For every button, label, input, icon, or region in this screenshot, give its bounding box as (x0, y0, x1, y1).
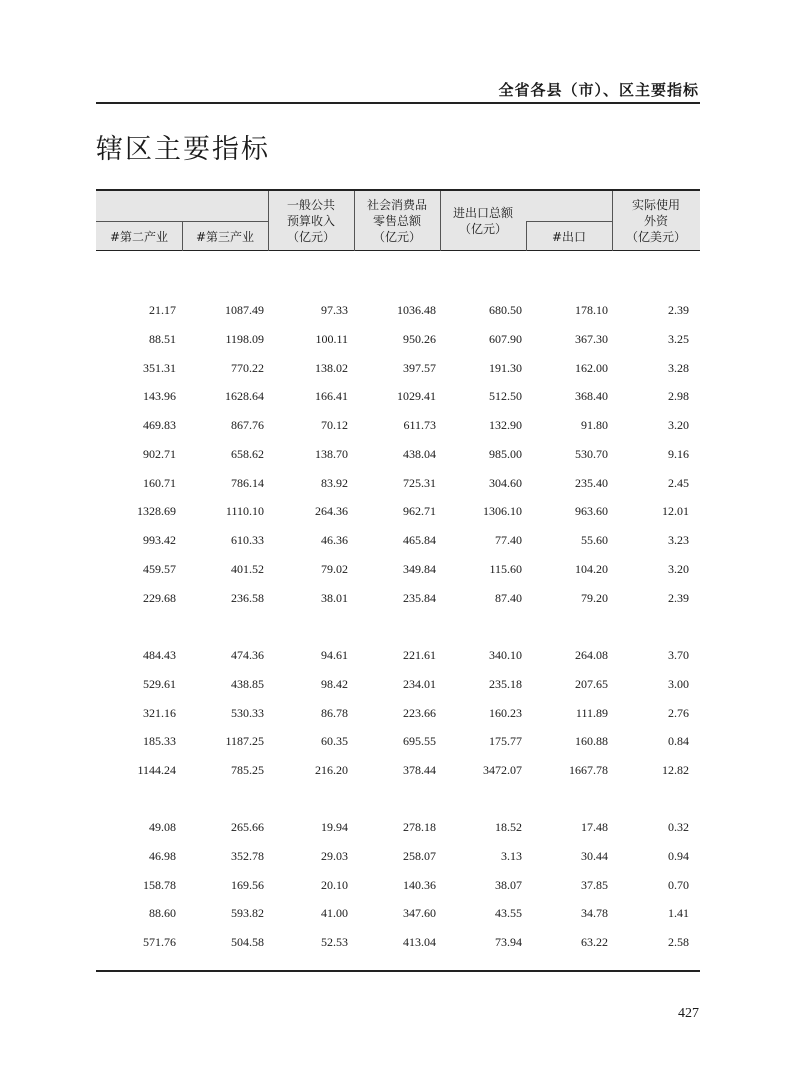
table-cell: 1198.09 (225, 331, 264, 346)
table-cell: 1187.25 (225, 734, 264, 749)
table-cell: 962.71 (403, 504, 436, 519)
table-cell: 79.20 (581, 590, 608, 605)
table-cell: 221.61 (403, 648, 436, 662)
table-cell: 236.58 (231, 590, 264, 605)
table-cell: 166.41 (315, 389, 348, 404)
table-cell: 1.41 (668, 906, 689, 921)
table-row (96, 559, 700, 579)
table-cell: 38.01 (321, 590, 348, 605)
table-row (96, 703, 700, 723)
table-cell: 60.35 (321, 734, 348, 749)
table-row (96, 932, 700, 952)
table-cell: 175.77 (489, 734, 522, 749)
table-row (96, 903, 700, 923)
header-fdi-line2: 外资 (643, 214, 668, 228)
table-cell: 77.40 (495, 533, 522, 547)
table-cell: 3472.07 (483, 763, 522, 777)
table-cell: 459.57 (143, 561, 176, 576)
table-cell: 97.33 (321, 303, 348, 317)
table-row (96, 530, 700, 550)
table-cell: 474.36 (231, 648, 264, 662)
table-cell: 87.40 (495, 590, 522, 605)
table-cell: 258.07 (403, 848, 436, 863)
table-cell: 993.42 (143, 533, 176, 547)
table-cell: 88.60 (149, 906, 176, 921)
table-cell: 902.71 (143, 446, 176, 461)
table-cell: 340.10 (489, 648, 522, 662)
table-cell: 191.30 (489, 360, 522, 375)
table-cell: 3.23 (668, 533, 689, 547)
table-cell: 138.70 (315, 446, 348, 461)
table-cell: 160.71 (143, 475, 176, 490)
table-cell: 785.25 (231, 763, 264, 777)
table-cell: 378.44 (403, 763, 436, 777)
table-cell: 397.57 (403, 360, 436, 375)
header-import-export-line1: 进出口总额 (452, 206, 513, 220)
table-cell: 658.62 (231, 446, 264, 461)
table-cell: 104.20 (575, 561, 608, 576)
table-cell: 695.55 (403, 734, 436, 749)
table-cell: 70.12 (321, 418, 348, 432)
table-cell: 593.82 (231, 906, 264, 921)
table-cell: 867.76 (231, 418, 264, 432)
table-cell: 680.50 (489, 303, 522, 317)
table-cell: 368.40 (575, 389, 608, 404)
page-title: 辖区主要指标 (96, 134, 270, 165)
table-cell: 264.36 (315, 504, 348, 519)
table-cell: 86.78 (321, 705, 348, 720)
table-cell: 352.78 (231, 848, 264, 863)
table-cell: 178.10 (575, 303, 608, 317)
table-cell: 3.28 (668, 360, 689, 375)
table-row (96, 875, 700, 895)
table-cell: 73.94 (495, 935, 522, 949)
table-cell: 607.90 (489, 331, 522, 346)
table-cell: 278.18 (403, 820, 436, 834)
table-cell: 2.39 (668, 303, 689, 317)
table-row (96, 674, 700, 694)
table-cell: 265.66 (231, 820, 264, 834)
table-cell: 950.26 (403, 331, 436, 346)
header-import-export (440, 191, 526, 251)
table-cell: 1667.78 (569, 763, 608, 777)
table-cell: 963.60 (575, 504, 608, 519)
table-cell: 100.11 (315, 331, 348, 346)
table-cell: 98.42 (321, 676, 348, 691)
table-cell: 223.66 (403, 705, 436, 720)
page-number: 427 (678, 1006, 699, 1021)
header-secondary-industry: #第二产业 (109, 229, 169, 244)
table-cell: 2.39 (668, 590, 689, 605)
table-cell: 234.01 (403, 676, 436, 691)
table-cell: 3.20 (668, 561, 689, 576)
table-row (96, 501, 700, 521)
table-cell: 19.94 (321, 820, 348, 834)
table-row (96, 300, 700, 320)
table-cell: 21.17 (149, 303, 176, 317)
table-cell: 1087.49 (225, 303, 264, 317)
table-row (96, 588, 700, 608)
table-cell: 3.20 (668, 418, 689, 432)
table-row (96, 731, 700, 751)
table-cell: 160.88 (575, 734, 608, 749)
table-cell: 37.85 (581, 877, 608, 892)
table-cell: 216.20 (315, 763, 348, 777)
table-row (96, 817, 700, 837)
table-cell: 3.13 (501, 848, 522, 863)
table-cell: 143.96 (143, 389, 176, 404)
table-cell: 91.80 (581, 418, 608, 432)
table-cell: 469.83 (143, 418, 176, 432)
table-cell: 0.32 (668, 820, 689, 834)
table-cell: 185.33 (143, 734, 176, 749)
header-fdi-unit: （亿美元） (625, 230, 686, 244)
table-cell: 9.16 (668, 446, 689, 461)
table-cell: 401.52 (231, 561, 264, 576)
header-fdi-line1: 实际使用 (631, 198, 680, 212)
table-cell: 169.56 (231, 877, 264, 892)
header-retail-sales-line1: 社会消费品 (366, 198, 427, 212)
table-cell: 1036.48 (397, 303, 436, 317)
table-cell: 2.76 (668, 705, 689, 720)
table-cell: 2.45 (668, 475, 689, 490)
table-cell: 162.00 (575, 360, 608, 375)
table-cell: 46.36 (321, 533, 348, 547)
table-cell: 321.16 (143, 705, 176, 720)
table-cell: 17.48 (581, 820, 608, 834)
table-cell: 1628.64 (225, 389, 264, 404)
table-cell: 484.43 (143, 648, 176, 662)
table-cell: 43.55 (495, 906, 522, 921)
header-retail-sales-line2: 零售总额 (372, 214, 421, 228)
table-cell: 20.10 (321, 877, 348, 892)
table-cell: 351.31 (143, 360, 176, 375)
header-public-budget-line1: 一般公共 (286, 198, 335, 212)
table-header (96, 189, 700, 251)
table-cell: 52.53 (321, 935, 348, 949)
table-cell: 46.98 (149, 848, 176, 863)
table-cell: 3.25 (668, 331, 689, 346)
header-public-budget-unit: （亿元） (286, 230, 335, 244)
table-cell: 235.18 (489, 676, 522, 691)
table-cell: 2.58 (668, 935, 689, 949)
table-cell: 438.85 (231, 676, 264, 691)
table-cell: 132.90 (489, 418, 522, 432)
table-cell: 94.61 (321, 648, 348, 662)
table-cell: 1144.24 (137, 763, 176, 777)
table-cell: 347.60 (403, 906, 436, 921)
table-cell: 38.07 (495, 877, 522, 892)
header-import-export-unit: （亿元） (458, 222, 507, 236)
table-cell: 1328.69 (137, 504, 176, 519)
table-cell: 264.08 (575, 648, 608, 662)
table-cell: 611.73 (403, 418, 436, 432)
table-cell: 0.94 (668, 848, 689, 863)
table-cell: 504.58 (231, 935, 264, 949)
header-export: #出口 (551, 229, 587, 244)
table-cell: 349.84 (403, 561, 436, 576)
table-bottom-rule (96, 970, 700, 972)
table-cell: 30.44 (581, 848, 608, 863)
table-cell: 160.23 (489, 705, 522, 720)
header-retail-sales (354, 191, 440, 251)
table-cell: 235.84 (403, 590, 436, 605)
table-cell: 158.78 (143, 877, 176, 892)
header-public-budget-line2: 预算收入 (286, 214, 335, 228)
table-cell: 571.76 (143, 935, 176, 949)
table-cell: 2.98 (668, 389, 689, 404)
table-cell: 770.22 (231, 360, 264, 375)
table-cell: 1306.10 (483, 504, 522, 519)
table-cell: 1029.41 (397, 389, 436, 404)
table-cell: 413.04 (403, 935, 436, 949)
table-cell: 438.04 (403, 446, 436, 461)
table-cell: 3.70 (668, 648, 689, 662)
table-cell: 530.70 (575, 446, 608, 461)
header-rule (96, 102, 700, 104)
table-cell: 111.89 (575, 705, 608, 720)
header-retail-sales-unit: （亿元） (372, 230, 421, 244)
table-cell: 115.60 (489, 561, 522, 576)
table-cell: 530.33 (231, 705, 264, 720)
table-cell: 367.30 (575, 331, 608, 346)
table-cell: 0.70 (668, 877, 689, 892)
table-row (96, 645, 700, 665)
table-cell: 12.82 (662, 763, 689, 777)
table-row (96, 760, 700, 780)
table-cell: 83.92 (321, 475, 348, 490)
table-cell: 63.22 (581, 935, 608, 949)
table-cell: 465.84 (403, 533, 436, 547)
table-row (96, 444, 700, 464)
table-cell: 786.14 (231, 475, 264, 490)
table-row (96, 846, 700, 866)
table-cell: 34.78 (581, 906, 608, 921)
header-public-budget (268, 191, 354, 251)
table-cell: 229.68 (143, 590, 176, 605)
header-tertiary-industry: #第三产业 (195, 229, 255, 244)
table-cell: 304.60 (489, 475, 522, 490)
table-cell: 512.50 (489, 389, 522, 404)
table-cell: 55.60 (581, 533, 608, 547)
table-cell: 12.01 (662, 504, 689, 519)
table-cell: 529.61 (143, 676, 176, 691)
table-cell: 610.33 (231, 533, 264, 547)
table-cell: 88.51 (149, 331, 176, 346)
table-cell: 138.02 (315, 360, 348, 375)
table-cell: 0.84 (668, 734, 689, 749)
table-cell: 235.40 (575, 475, 608, 490)
header-fdi (612, 191, 700, 251)
table-row (96, 329, 700, 349)
table-cell: 140.36 (403, 877, 436, 892)
table-cell: 725.31 (403, 475, 436, 490)
table-cell: 1110.10 (225, 504, 264, 519)
table-cell: 18.52 (495, 820, 522, 834)
table-cell: 3.00 (668, 676, 689, 691)
table-row (96, 473, 700, 493)
table-row (96, 415, 700, 435)
table-cell: 49.08 (149, 820, 176, 834)
table-cell: 79.02 (321, 561, 348, 576)
table-row (96, 358, 700, 378)
table-cell: 29.03 (321, 848, 348, 863)
running-head: 全省各县（市）、区主要指标 (498, 81, 699, 99)
table-row (96, 386, 700, 406)
table-cell: 41.00 (321, 906, 348, 921)
table-cell: 207.65 (575, 676, 608, 691)
table-cell: 985.00 (489, 446, 522, 461)
